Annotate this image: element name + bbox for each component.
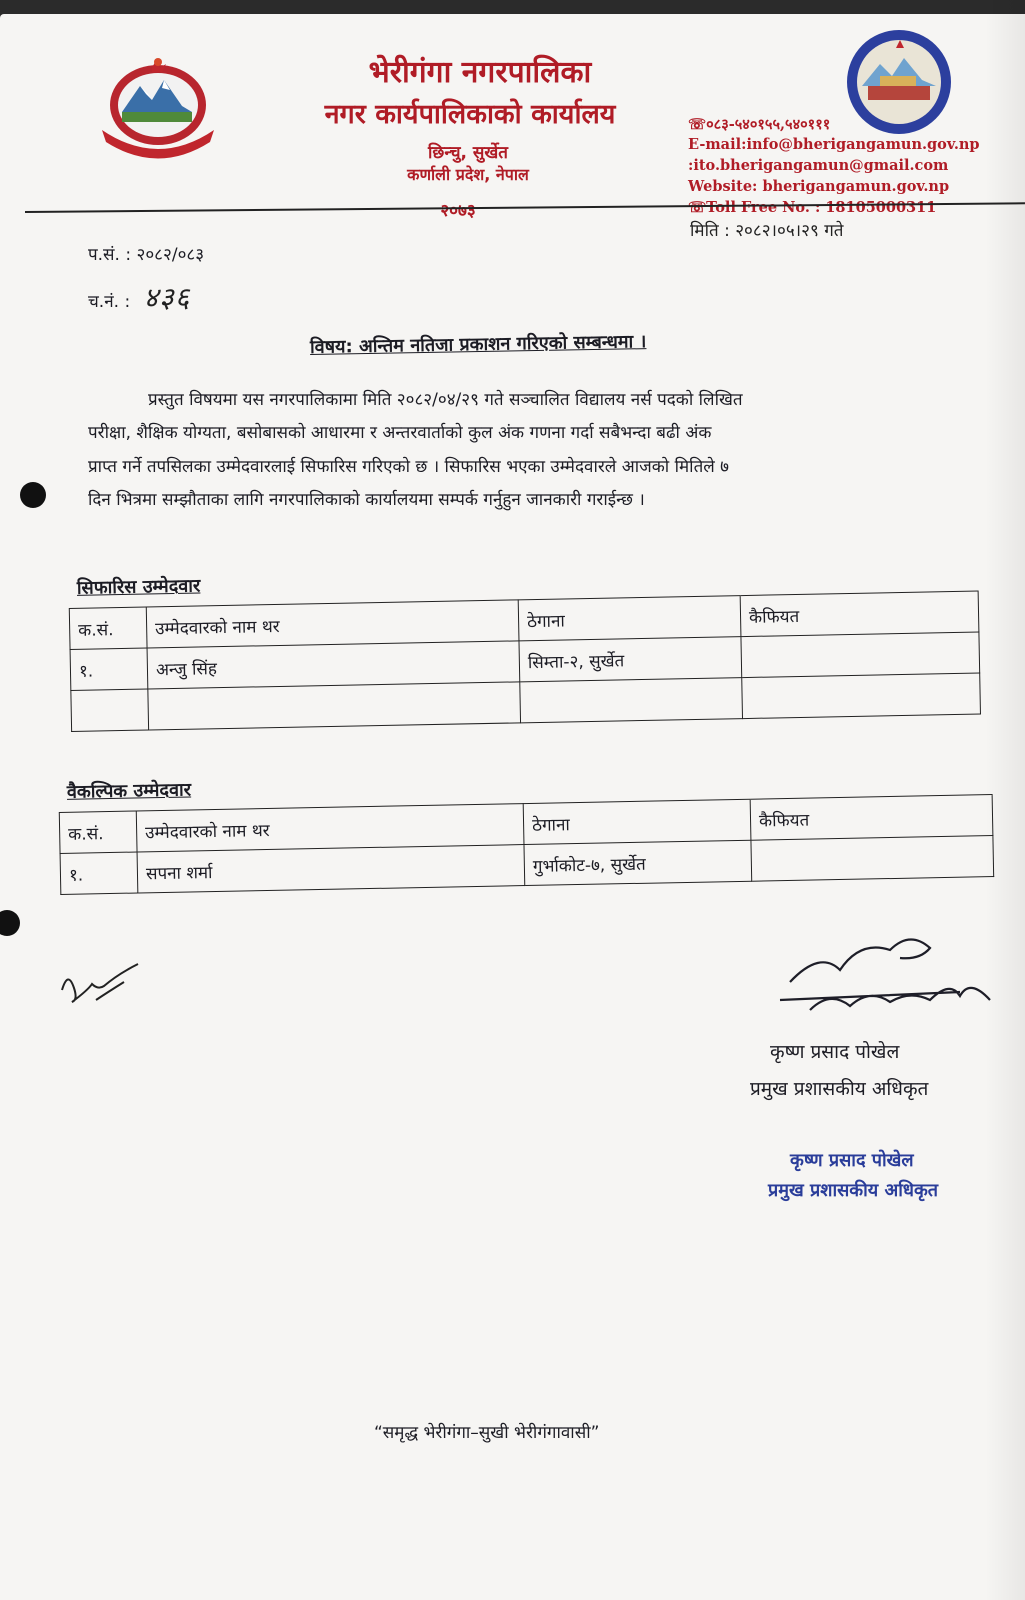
col-address: ठेगाना [523,799,751,844]
col-sn: क.सं. [69,607,147,649]
punch-hole [20,482,46,508]
letter-date: मिति : २०८२।०५।२९ गते [690,221,844,241]
org-name: भेरीगंगा नगरपालिका [368,55,592,90]
dispatch-number [88,278,190,316]
initials-signature-icon [58,960,142,1010]
alternate-table [58,754,994,895]
officer-signature-icon [760,930,1000,1030]
toll-free-number: ☏Toll Free No. : 18105000311 [688,199,937,216]
stamp-name: कृष्ण प्रसाद पोखेल [790,1150,914,1171]
col-address: ठेगाना [518,596,741,641]
recommended-table [68,551,981,732]
phone-number: ☏०८३-५४०१५५,५४०१११ [688,116,831,133]
signatory-role: प्रमुख प्रशासकीय अधिकृत [750,1078,929,1100]
recommended-title: सिफारिस उम्मेदवार [76,575,201,599]
body-line-2: परीक्षा, शैक्षिक योग्यता, बसोबासको आधारमा र अन्तरवार्ताको कुल अंक गणना गर्दा सबैभन्दा बढी अंक [88,423,712,443]
signatory-name: कृष्ण प्रसाद पोखेल [770,1041,900,1063]
dispatch-label: च.नं. : [88,292,131,312]
cell-sn: १. [70,648,148,690]
col-sn: क.सं. [59,811,137,853]
body-line-1: प्रस्तुत विषयमा यस नगरपालिकामा मिति २०८२/०४/२९ गते सञ्चालित विद्यालय नर्स पदको लिखित [148,390,743,410]
reference-number: प.सं. : २०८२/०८३ [88,245,205,265]
col-name: उम्मेदवारको नाम थर [136,804,524,852]
alternate-title: वैकल्पिक उम्मेदवार [66,779,192,803]
cell-sn: १. [60,852,138,894]
stamp-role: प्रमुख प्रशासकीय अधिकृत [768,1180,939,1201]
email-primary[interactable]: E-mail:info@bherigangamun.gov.np [688,136,980,153]
subject-line: विषय: अन्तिम नतिजा प्रकाशन गरिएको सम्बन्धमा । [309,331,647,358]
municipality-motto: “समृद्ध भेरीगंगा–सुखी भेरीगंगावासी” [374,1423,600,1443]
col-name: उम्मेदवारको नाम थर [146,600,519,648]
col-remarks: कैफियत [740,591,979,637]
body-line-3: प्राप्त गर्ने तपसिलका उम्मेदवारलाई सिफारिस गरिएको छ । सिफारिस भएका उम्मेदवारले आजको मितिले ७ [88,457,730,477]
body-line-4: दिन भित्रमा सम्झौताका लागि नगरपालिकाको कार्यालयमा सम्पर्क गर्नुहुन जानकारी गराईन्छ । [88,490,645,510]
dispatch-value: ४३६ [143,281,191,314]
cell-name: सपना शर्मा [137,845,525,893]
municipality-seal-icon [840,28,958,136]
website-link[interactable]: Website: bherigangamun.gov.np [688,178,950,195]
email-secondary[interactable]: :ito.bherigangamun@gmail.com [688,157,949,174]
col-remarks: कैफियत [750,795,993,841]
cell-name: अन्जु सिंह [147,641,520,689]
nepal-emblem-icon [92,50,224,160]
established-year: २०७३ [440,201,476,221]
address-line1: छिन्चु, सुर्खेत [428,143,508,163]
address-line2: कर्णाली प्रदेश, नेपाल [407,165,529,184]
cell-address: सिम्ता-२, सुर्खेत [519,637,742,682]
office-name: नगर कार्यपालिकाको कार्यालय [324,99,616,130]
cell-address: गुर्भाकोट-७, सुर्खेत [524,840,752,885]
cell-remarks [751,836,994,882]
cell-remarks [741,632,980,678]
